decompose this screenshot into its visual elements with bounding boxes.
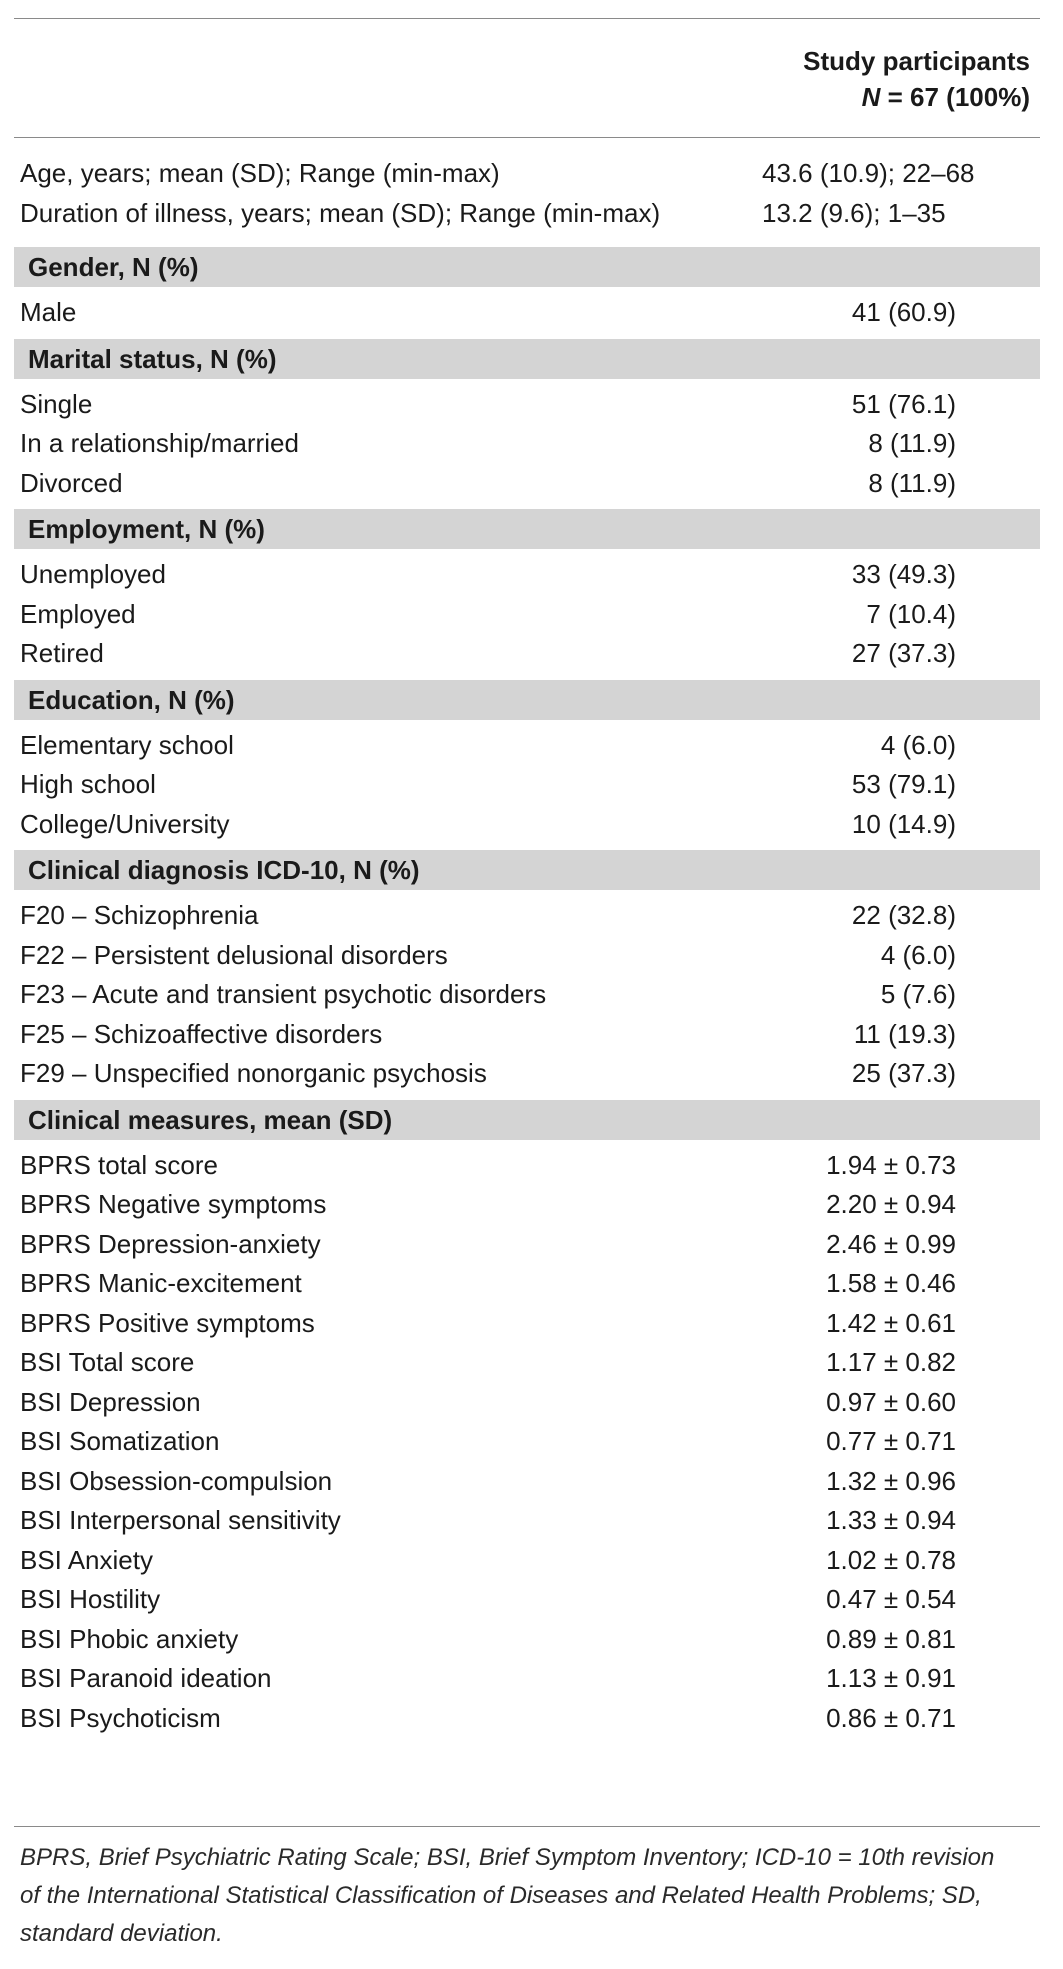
row-label: College/University [20, 808, 230, 839]
row-value: 53 (79.1) [851, 769, 956, 799]
row-label: BSI Total score [20, 1347, 195, 1377]
characteristics-table [14, 18, 1040, 1738]
row-value: 10 (14.9) [851, 808, 956, 839]
row-label: BPRS Depression-anxiety [20, 1228, 321, 1259]
row-label: BPRS Positive symptoms [20, 1307, 315, 1338]
table-row [14, 975, 1040, 1015]
row-label: Elementary school [20, 729, 234, 760]
row-value: 0.77 ± 0.71 [826, 1426, 956, 1456]
row-label: Duration of illness, years; mean (SD); Range (min-max) [20, 197, 661, 228]
table-row [14, 634, 1040, 674]
row-label: BSI Depression [20, 1386, 201, 1417]
table-row [14, 1501, 1040, 1541]
row-label: In a relationship/married [20, 428, 299, 458]
section-header: Marital status, N (%) [14, 339, 1040, 379]
row-label: BPRS total score [20, 1149, 218, 1180]
row-label: BSI Phobic anxiety [20, 1623, 239, 1654]
section-header: Employment, N (%) [14, 509, 1040, 549]
table-row [14, 1462, 1040, 1502]
row-value: 22 (32.8) [851, 900, 956, 930]
row-label: Male [20, 297, 77, 327]
row-label: Divorced [20, 467, 123, 498]
table-row [14, 1659, 1040, 1699]
table-row [14, 154, 1040, 194]
table-row [14, 194, 1040, 234]
row-value: 0.97 ± 0.60 [826, 1386, 956, 1417]
column-header-title: Study participants [803, 46, 1030, 76]
row-value: 25 (37.3) [851, 1058, 956, 1088]
table-row [14, 1054, 1040, 1094]
row-value: 2.20 ± 0.94 [826, 1189, 956, 1219]
row-label: F23 – Acute and transient psychotic disorders [20, 979, 547, 1009]
table-row [14, 1541, 1040, 1581]
table-row [14, 1264, 1040, 1304]
row-value: 1.02 ± 0.78 [826, 1544, 956, 1575]
table-row [14, 293, 1040, 333]
table-row [14, 1343, 1040, 1383]
row-value: 4 (6.0) [880, 729, 956, 760]
row-value: 33 (49.3) [851, 559, 956, 589]
row-value: 5 (7.6) [880, 979, 956, 1009]
table-footnote [14, 1826, 1040, 1953]
column-header-n [803, 79, 1030, 115]
table-row [14, 1185, 1040, 1225]
table-row [14, 424, 1040, 464]
footnote-text: BPRS, Brief Psychiatric Rating Scale; BSI, Brief Symptom Inventory; ICD-10 = 10th revision of the International Statistical Classification of Diseases and Related Health Problems; SD, standard deviation. [20, 1844, 995, 1947]
row-value: 27 (37.3) [851, 638, 956, 668]
row-value: 1.13 ± 0.91 [826, 1663, 956, 1693]
column-header-n-symbol: N [861, 82, 881, 112]
row-value: 11 (19.3) [853, 1018, 956, 1049]
row-label: BPRS Manic-excitement [20, 1268, 302, 1298]
column-header-n-value: = 67 (100%) [880, 82, 1030, 112]
row-value: 1.42 ± 0.61 [826, 1307, 956, 1338]
table-body [14, 154, 1040, 1738]
row-value: 8 (11.9) [868, 467, 956, 498]
row-label: Age, years; mean (SD); Range (min-max) [20, 158, 500, 188]
table-row [14, 1620, 1040, 1660]
row-label: BSI Interpersonal sensitivity [20, 1505, 341, 1535]
table-row [14, 595, 1040, 635]
row-label: BSI Obsession-compulsion [20, 1465, 333, 1496]
row-value: 51 (76.1) [851, 388, 956, 419]
row-label: High school [20, 769, 156, 799]
table-row [14, 385, 1040, 425]
row-value: 0.89 ± 0.81 [826, 1623, 956, 1654]
section-header: Clinical diagnosis ICD-10, N (%) [14, 850, 1040, 890]
row-label: F29 – Unspecified nonorganic psychosis [20, 1058, 487, 1088]
row-label: BSI Paranoid ideation [20, 1663, 272, 1693]
row-label: Single [20, 388, 93, 419]
row-value: 7 (10.4) [866, 598, 956, 629]
table-row [14, 1422, 1040, 1462]
row-label: BSI Hostility [20, 1584, 161, 1614]
row-label: BSI Psychoticism [20, 1702, 221, 1733]
table-row [14, 1146, 1040, 1186]
table-row [14, 726, 1040, 766]
table-row [14, 1383, 1040, 1423]
section-header: Education, N (%) [14, 680, 1040, 720]
row-value: 0.86 ± 0.71 [826, 1702, 956, 1733]
row-label: BPRS Negative symptoms [20, 1189, 327, 1219]
column-header-study-participants [803, 43, 1030, 115]
row-label: Employed [20, 598, 136, 629]
row-label: Retired [20, 638, 104, 668]
row-value: 13.2 (9.6); 1–35 [762, 197, 946, 228]
row-value: 1.33 ± 0.94 [826, 1505, 956, 1535]
row-value: 41 (60.9) [851, 297, 956, 327]
row-label: F20 – Schizophrenia [20, 900, 259, 930]
row-label: BSI Somatization [20, 1426, 220, 1456]
row-value: 2.46 ± 0.99 [826, 1228, 956, 1259]
table-header [14, 19, 1040, 137]
row-label: F25 – Schizoaffective disorders [20, 1018, 383, 1049]
table-row [14, 1580, 1040, 1620]
row-value: 43.6 (10.9); 22–68 [762, 158, 975, 188]
footnote-rule [14, 1826, 1040, 1827]
row-label: F22 – Persistent delusional disorders [20, 939, 448, 970]
table-row [14, 555, 1040, 595]
section-header: Gender, N (%) [14, 247, 1040, 287]
row-value: 1.32 ± 0.96 [826, 1465, 956, 1496]
table-row [14, 1225, 1040, 1265]
table-row [14, 936, 1040, 976]
row-value: 4 (6.0) [880, 939, 956, 970]
table-row [14, 805, 1040, 845]
row-value: 0.47 ± 0.54 [826, 1584, 956, 1614]
table-row [14, 1015, 1040, 1055]
row-value: 1.17 ± 0.82 [826, 1347, 956, 1377]
table-row [14, 1699, 1040, 1739]
row-label: Unemployed [20, 559, 166, 589]
row-value: 8 (11.9) [868, 428, 956, 458]
table-row [14, 896, 1040, 936]
table-row [14, 765, 1040, 805]
row-value: 1.58 ± 0.46 [826, 1268, 956, 1298]
section-header: Clinical measures, mean (SD) [14, 1100, 1040, 1140]
row-value: 1.94 ± 0.73 [826, 1149, 956, 1180]
table-row [14, 464, 1040, 504]
row-label: BSI Anxiety [20, 1544, 153, 1575]
table-row [14, 1304, 1040, 1344]
